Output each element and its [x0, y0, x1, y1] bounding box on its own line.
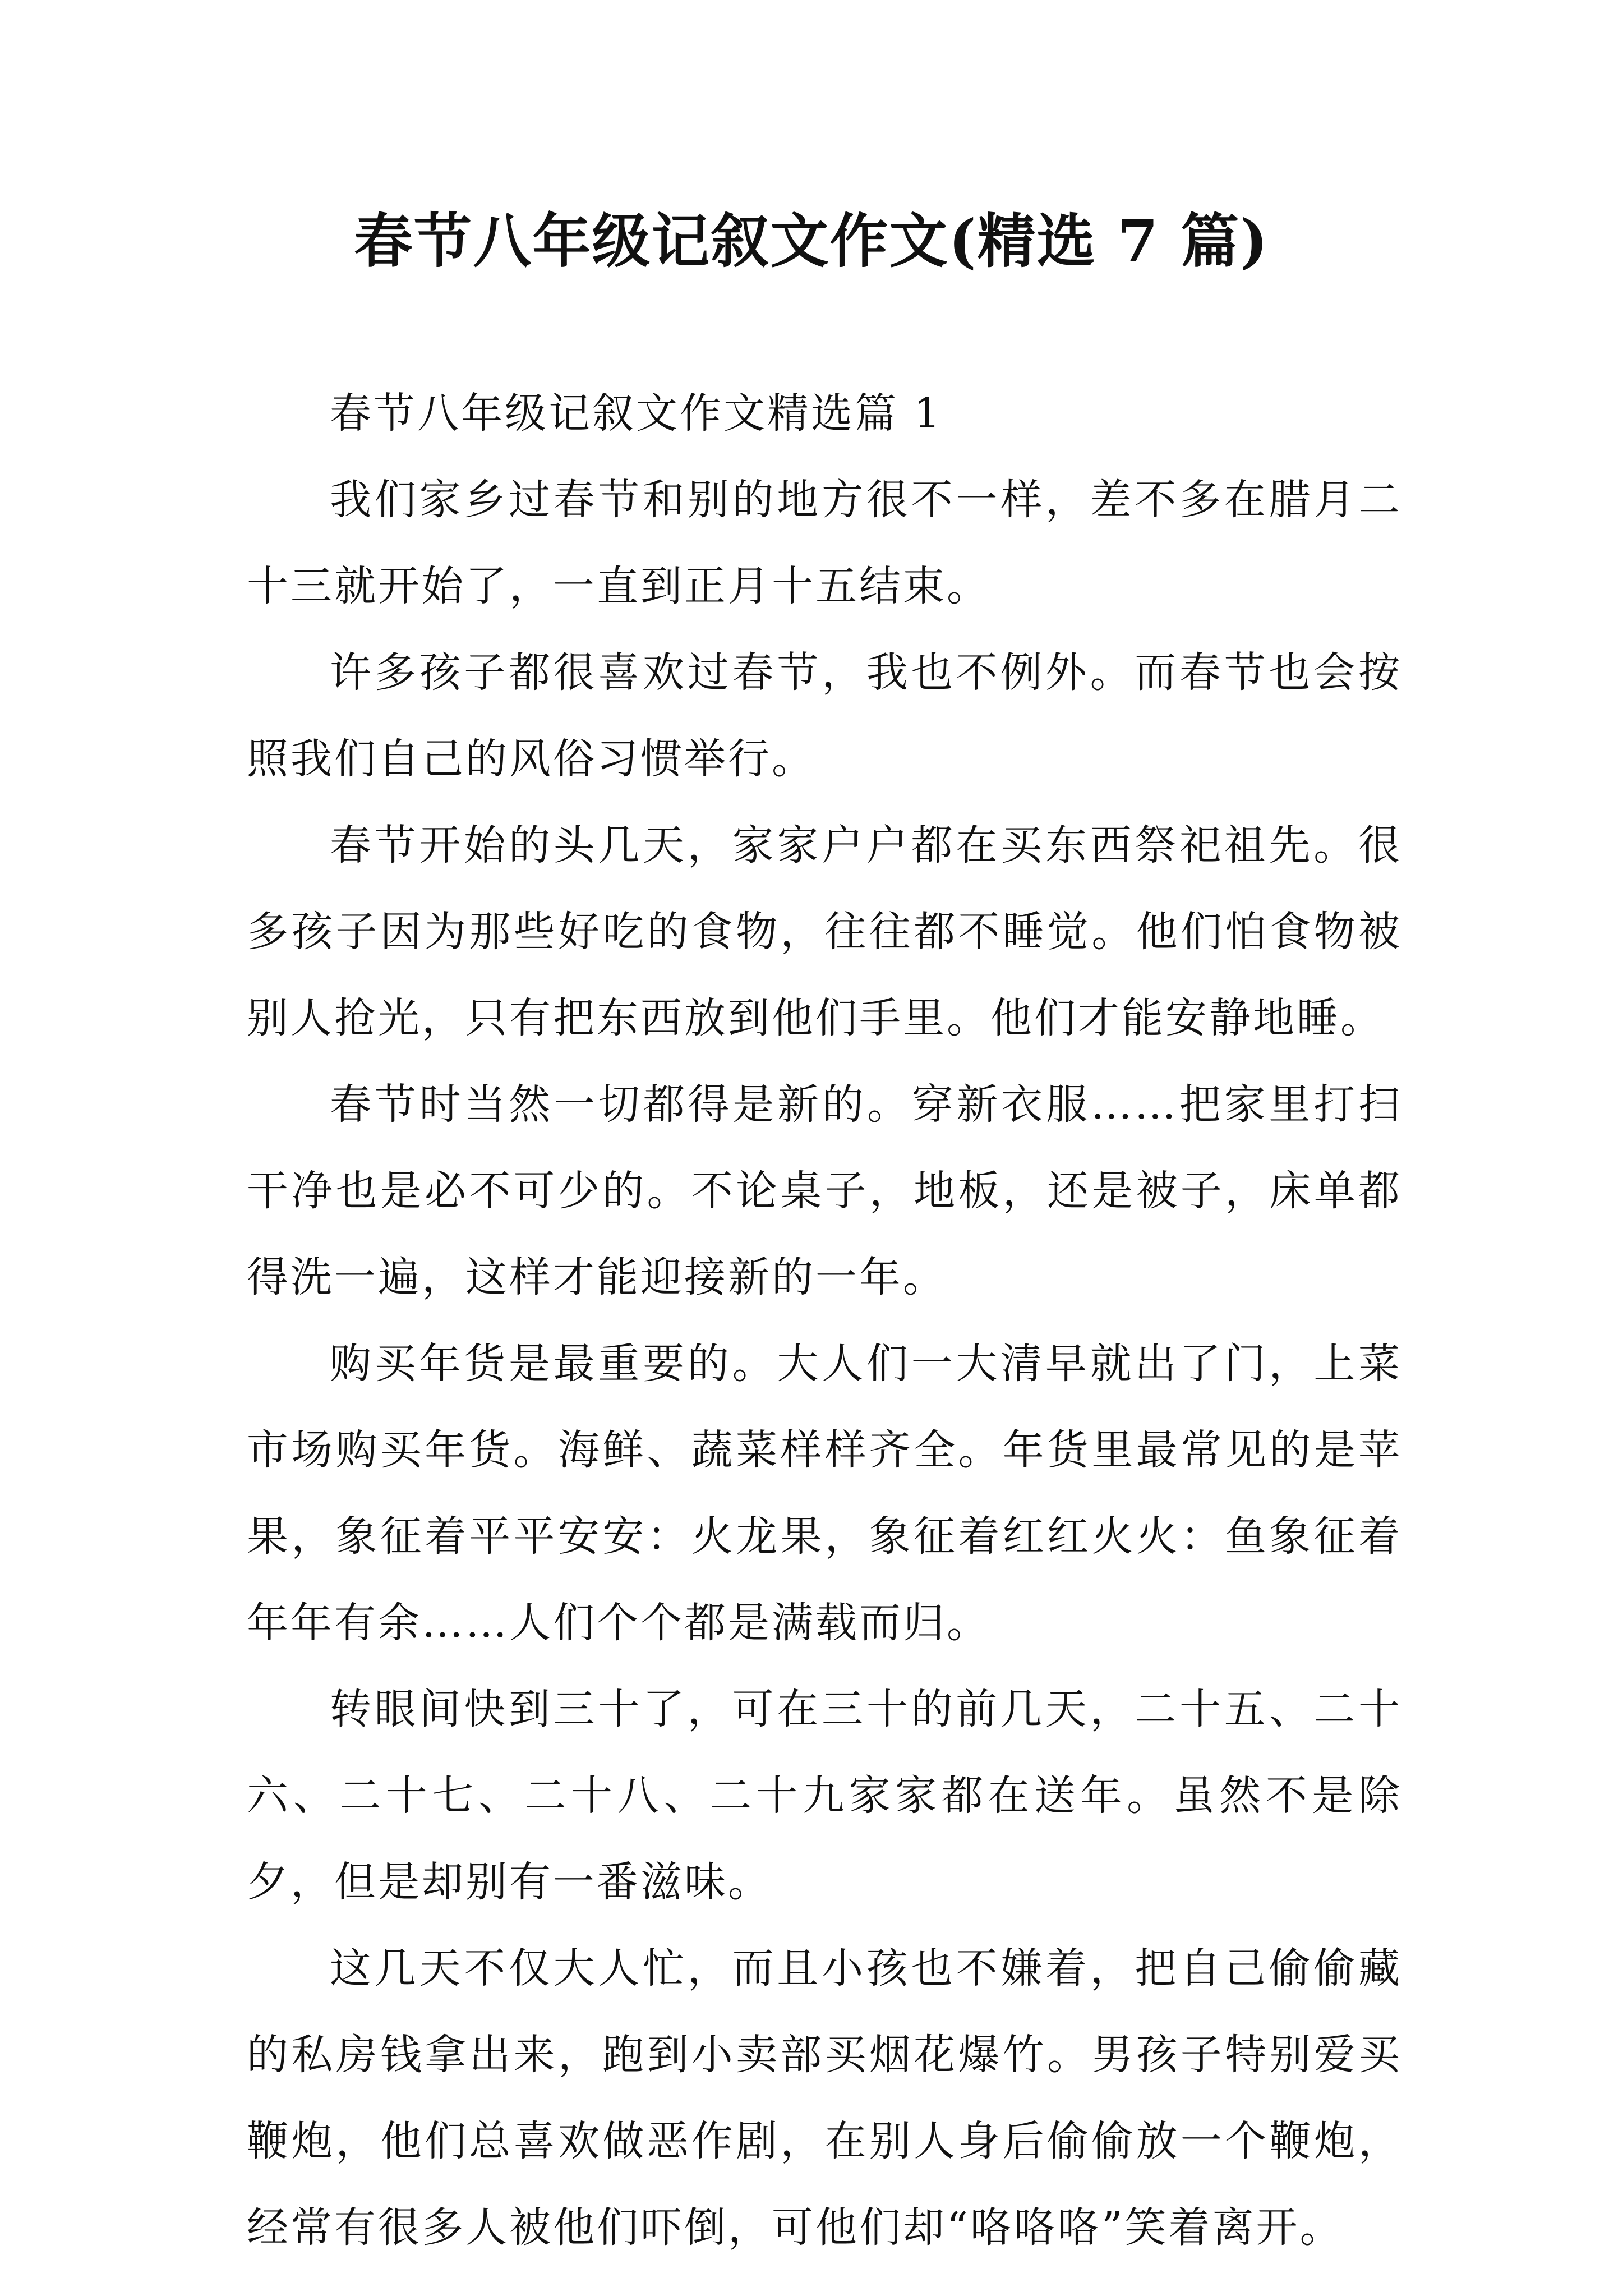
document-body: [247, 370, 1402, 2271]
document-title: 春节八年级记叙文作文(精选 7 篇): [354, 206, 1269, 275]
paragraph: 我们家乡过春节和别的地方很不一样，差不多在腊月二十三就开始了，一直到正月十五结束。: [247, 476, 1402, 610]
paragraph: 春节时当然一切都得是新的。穿新衣服……把家里打扫干净也是必不可少的。不论桌子，地板，还是被子，床单都得洗一遍，这样才能迎接新的一年。: [247, 1080, 1402, 1301]
paragraph: 这几天不仅大人忙，而且小孩也不嫌着，把自己偷偷藏的私房钱拿出来，跑到小卖部买烟花爆竹。男孩子特别爱买鞭炮，他们总喜欢做恶作剧，在别人身后偷偷放一个鞭炮，经常有很多人被他们吓倒，可他们却“咯咯咯”笑着离开。: [247, 1944, 1402, 2252]
paragraph: 转眼间快到三十了，可在三十的前几天，二十五、二十六、二十七、二十八、二十九家家都在送年。虽然不是除夕，但是却别有一番滋味。: [247, 1685, 1402, 1906]
paragraph: 许多孩子都很喜欢过春节，我也不例外。而春节也会按照我们自己的风俗习惯举行。: [247, 648, 1402, 783]
section-heading: 春节八年级记叙文作文精选篇 1: [330, 389, 943, 438]
paragraph: 购买年货是最重要的。大人们一大清早就出了门，上菜市场购买年货。海鲜、蔬菜样样齐全。年货里最常见的是苹果，象征着平平安安：火龙果，象征着红红火火：鱼象征着年年有余……人们个个都是满载而归。: [247, 1340, 1402, 1647]
paragraph: 春节开始的头几天，家家户户都在买东西祭祀祖先。很多孩子因为那些好吃的食物，往往都不睡觉。他们怕食物被别人抢光，只有把东西放到他们手里。他们才能安静地睡。: [247, 821, 1402, 1042]
